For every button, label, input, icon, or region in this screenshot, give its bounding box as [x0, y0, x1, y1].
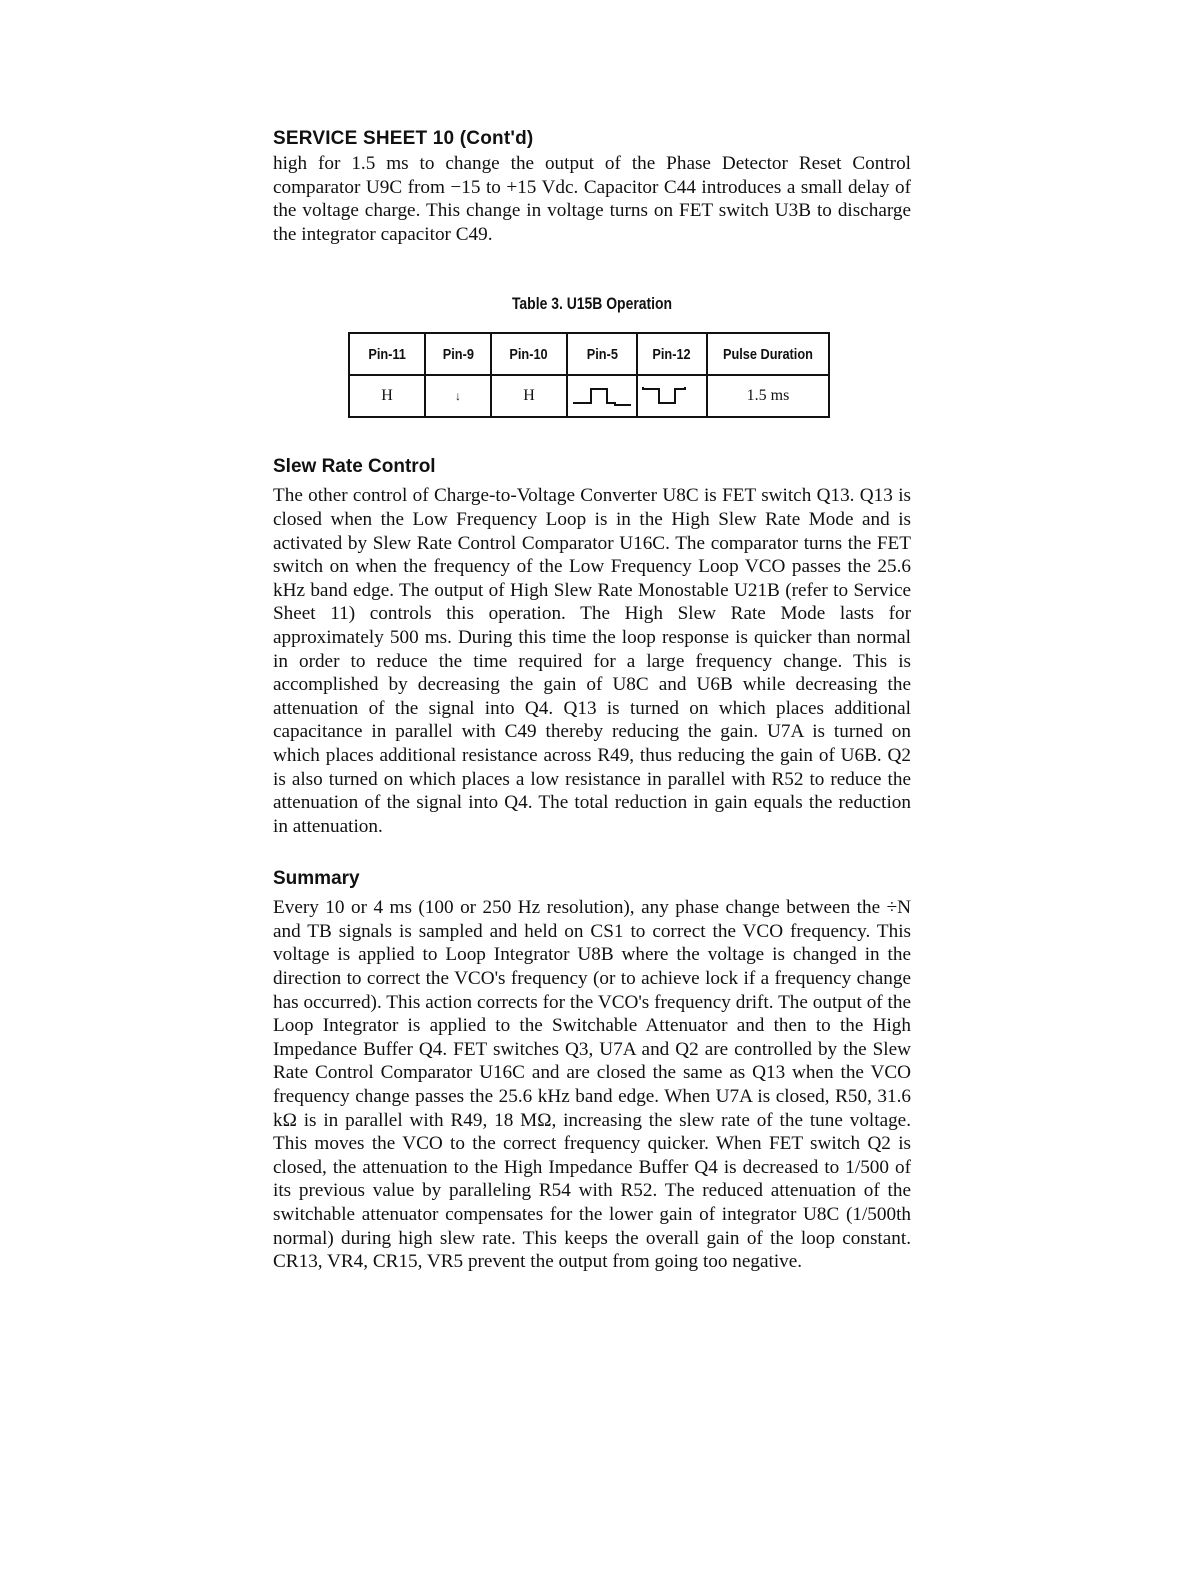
table-caption: Table 3. U15B Operation — [511, 294, 673, 314]
section-body-summary: Every 10 or 4 ms (100 or 250 Hz resolution), any phase change between the ÷N and TB signals is sampled and held on CS1 to correct the VCO frequency. This voltage is applied to Loop Integrator U8B where the voltage is changed in the direction to correct the VCO's frequency (or to achieve lock if a frequency change has occurred). This action corrects for the VCO's frequency drift. The output of the Loop Integrator is applied to the Switchable Attenuator and then to the High Impedance Buffer Q4. FET switches Q3, U7A and Q2 are controlled by the Slew Rate Control Comparator U16C and are closed the same as Q13 when the VCO frequency change passes the 25.6 kHz band edge. When U7A is closed, R50, 31.6 kΩ is in parallel with R49, 18 MΩ, increasing the slew rate of the tune voltage. This moves the VCO to the correct frequency quicker. When FET switch Q2 is closed, the attenuation to the High Impedance Buffer Q4 is decreased to 1/500 of its previous value by paralleling R54 with R52. The reduced attenuation of the switchable attenuator compensates for the lower gain of integrator U8C (1/500th normal) during high slew rate. This keeps the overall gain of the loop constant. CR13, VR4, CR15, VR5 prevent the output from going too negative. — [273, 897, 911, 1273]
cell-pulse-duration: 1.5 ms — [707, 375, 829, 417]
u15b-operation-table — [348, 332, 830, 418]
section-title-summary: Summary — [273, 868, 360, 890]
sheet-title: SERVICE SHEET 10 (Cont'd) — [273, 128, 534, 149]
cell-pin-9: ↓ — [425, 375, 491, 417]
header-pin-5: Pin-5 — [567, 333, 637, 375]
cell-pin-12 — [637, 375, 707, 417]
cell-pin-5 — [567, 375, 637, 417]
positive-pulse-waveform-icon — [571, 385, 633, 407]
table-row — [349, 375, 829, 417]
cell-pin-11: H — [349, 375, 425, 417]
intro-paragraph: high for 1.5 ms to change the output of the Phase Detector Reset Control comparator U9C from −15 to +15 Vdc. Capacitor C44 introduces a small delay of the voltage charge. This change in voltage turns on FET switch U3B to discharge the integrator capacitor C49. — [273, 153, 911, 245]
section-body-slew-rate-control: The other control of Charge-to-Voltage Converter U8C is FET switch Q13. Q13 is closed when the Low Frequency Loop is in the High Slew Rate Mode and is activated by Slew Rate Control Comparator U16C. The comparator turns the FET switch on when the frequency of the Low Frequency Loop VCO passes the 25.6 kHz band edge. The output of High Slew Rate Monostable U21B (refer to Service Sheet 11) controls this operation. The High Slew Rate Mode lasts for approximately 500 ms. During this time the loop response is quicker than normal in order to reduce the time required for a large frequency change. This is accomplished by decreasing the gain of U8C and U6B while decreasing the attenuation of the signal into Q4. Q13 is turned on which places additional capacitance in parallel with C49 thereby reducing the gain. U7A is turned on which places additional resistance across R49, thus reducing the gain of U6B. Q2 is also turned on which places a low resistance in parallel with R52 to reduce the attenuation of the signal into Q4. The total reduction in gain equals the reduction in attenuation. — [273, 485, 911, 837]
header-pin-11: Pin-11 — [349, 333, 425, 375]
header-pin-12: Pin-12 — [637, 333, 707, 375]
document-page — [273, 128, 911, 1274]
header-pulse-duration: Pulse Duration — [707, 333, 829, 375]
cell-pin-10: H — [491, 375, 567, 417]
negative-pulse-waveform-icon — [641, 385, 703, 407]
table-header-row — [349, 333, 829, 375]
section-title-slew-rate-control: Slew Rate Control — [273, 456, 436, 478]
header-pin-9: Pin-9 — [425, 333, 491, 375]
header-pin-10: Pin-10 — [491, 333, 567, 375]
